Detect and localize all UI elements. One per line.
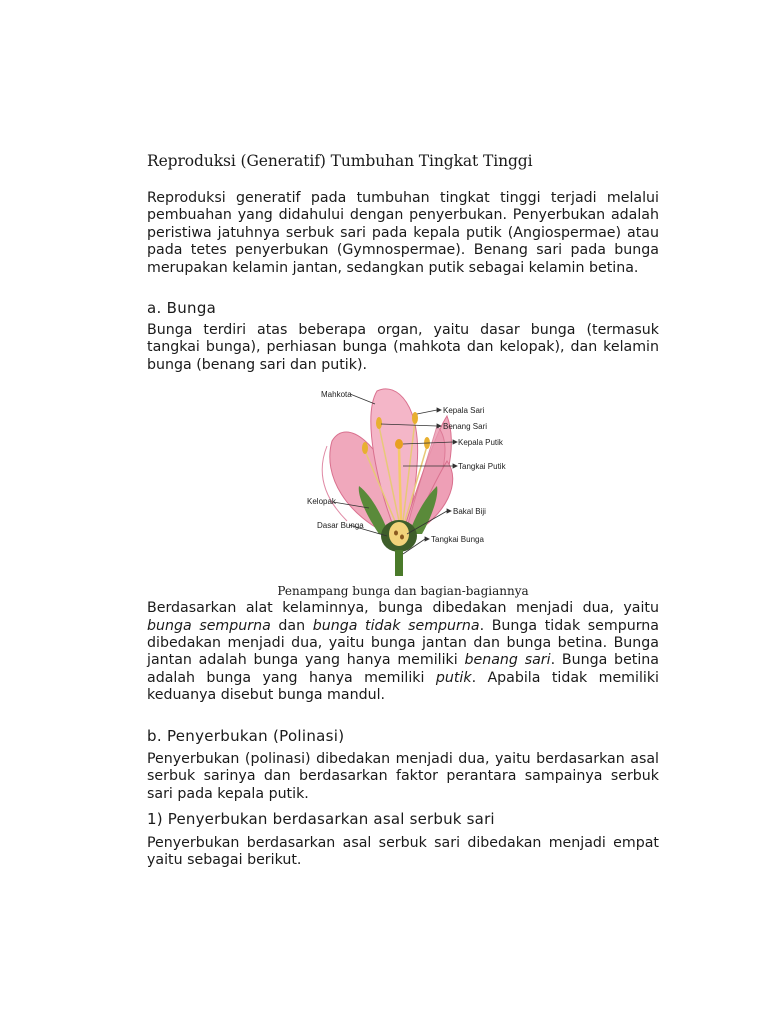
document-title: Reproduksi (Generatif) Tumbuhan Tingkat Tinggi	[147, 152, 533, 170]
anther-1	[362, 442, 368, 454]
section-a-paragraph-1: Bunga terdiri atas beberapa organ, yaitu dasar bunga (termasuk tangkai bunga), perhiasan bunga (mahkota dan kelopak), dan kelamin bunga (benang sari dan putik).	[147, 322, 659, 373]
label-kelopak: Kelopak	[307, 497, 336, 507]
label-benang-sari: Benang Sari	[443, 422, 488, 432]
label-kepala-sari: Kepala Sari	[443, 406, 485, 416]
label-kepala-putik: Kepala Putik	[458, 438, 503, 448]
stem	[395, 550, 403, 576]
figure-caption: Penampang bunga dan bagian-bagiannya	[277, 584, 529, 599]
label-bakal-biji: Bakal Biji	[453, 507, 486, 517]
stigma	[395, 439, 403, 449]
section-a-heading: a. Bunga	[147, 299, 217, 318]
intro-paragraph: Reproduksi generatif pada tumbuhan tingkat tinggi terjadi melalui pembuahan yang didahului dengan penyerbukan. Penyerbukan adalah peristiwa jatuhnya serbuk sari pada kepala putik (Angiospermae) atau pada tetes penyerbukan (Gymnospermae). Benang sari pada bunga merupakan kelamin jantan, sedangkan putik sebagai kelamin betina.	[147, 190, 659, 276]
term-putik: putik	[435, 669, 472, 686]
label-tangkai-bunga: Tangkai Bunga	[431, 535, 484, 545]
term-bunga-tidak-sempurna: bunga tidak sempurna	[312, 617, 480, 634]
subsection-1-heading: 1) Penyerbukan berdasarkan asal serbuk sari	[147, 809, 495, 828]
label-mahkota: Mahkota	[321, 390, 352, 400]
subsection-1-paragraph: Penyerbukan berdasarkan asal serbuk sari dibedakan menjadi empat yaitu sebagai berikut.	[147, 834, 659, 869]
term-bunga-sempurna: bunga sempurna	[147, 617, 271, 634]
flower-diagram	[147, 386, 659, 578]
label-dasar-bunga: Dasar Bunga	[317, 521, 364, 531]
document-page	[147, 152, 659, 870]
term-benang-sari: benang sari	[464, 652, 551, 669]
section-a-paragraph-2: Berdasarkan alat kelaminnya, bunga dibedakan menjadi dua, yaitu bunga sempurna dan bunga tidak sempurna. Bunga tidak sempurna dibedakan menjadi dua, yaitu bunga jantan dan bunga betina. Bunga jantan adalah bunga yang hanya memiliki benang sari. Bunga betina adalah bunga yang hanya memiliki putik. Apabila tidak memiliki keduanya disebut bunga mandul.	[147, 600, 659, 704]
label-tangkai-putik: Tangkai Putik	[458, 462, 506, 472]
section-b-paragraph-1: Penyerbukan (polinasi) dibedakan menjadi dua, yaitu berdasarkan asal serbuk sarinya dan berdasarkan faktor perantara sampainya serbuk sari pada kepala putik.	[147, 750, 659, 802]
section-b-heading: b. Penyerbukan (Polinasi)	[147, 726, 345, 745]
anther-2	[376, 417, 382, 429]
flower-illustration	[147, 386, 659, 578]
